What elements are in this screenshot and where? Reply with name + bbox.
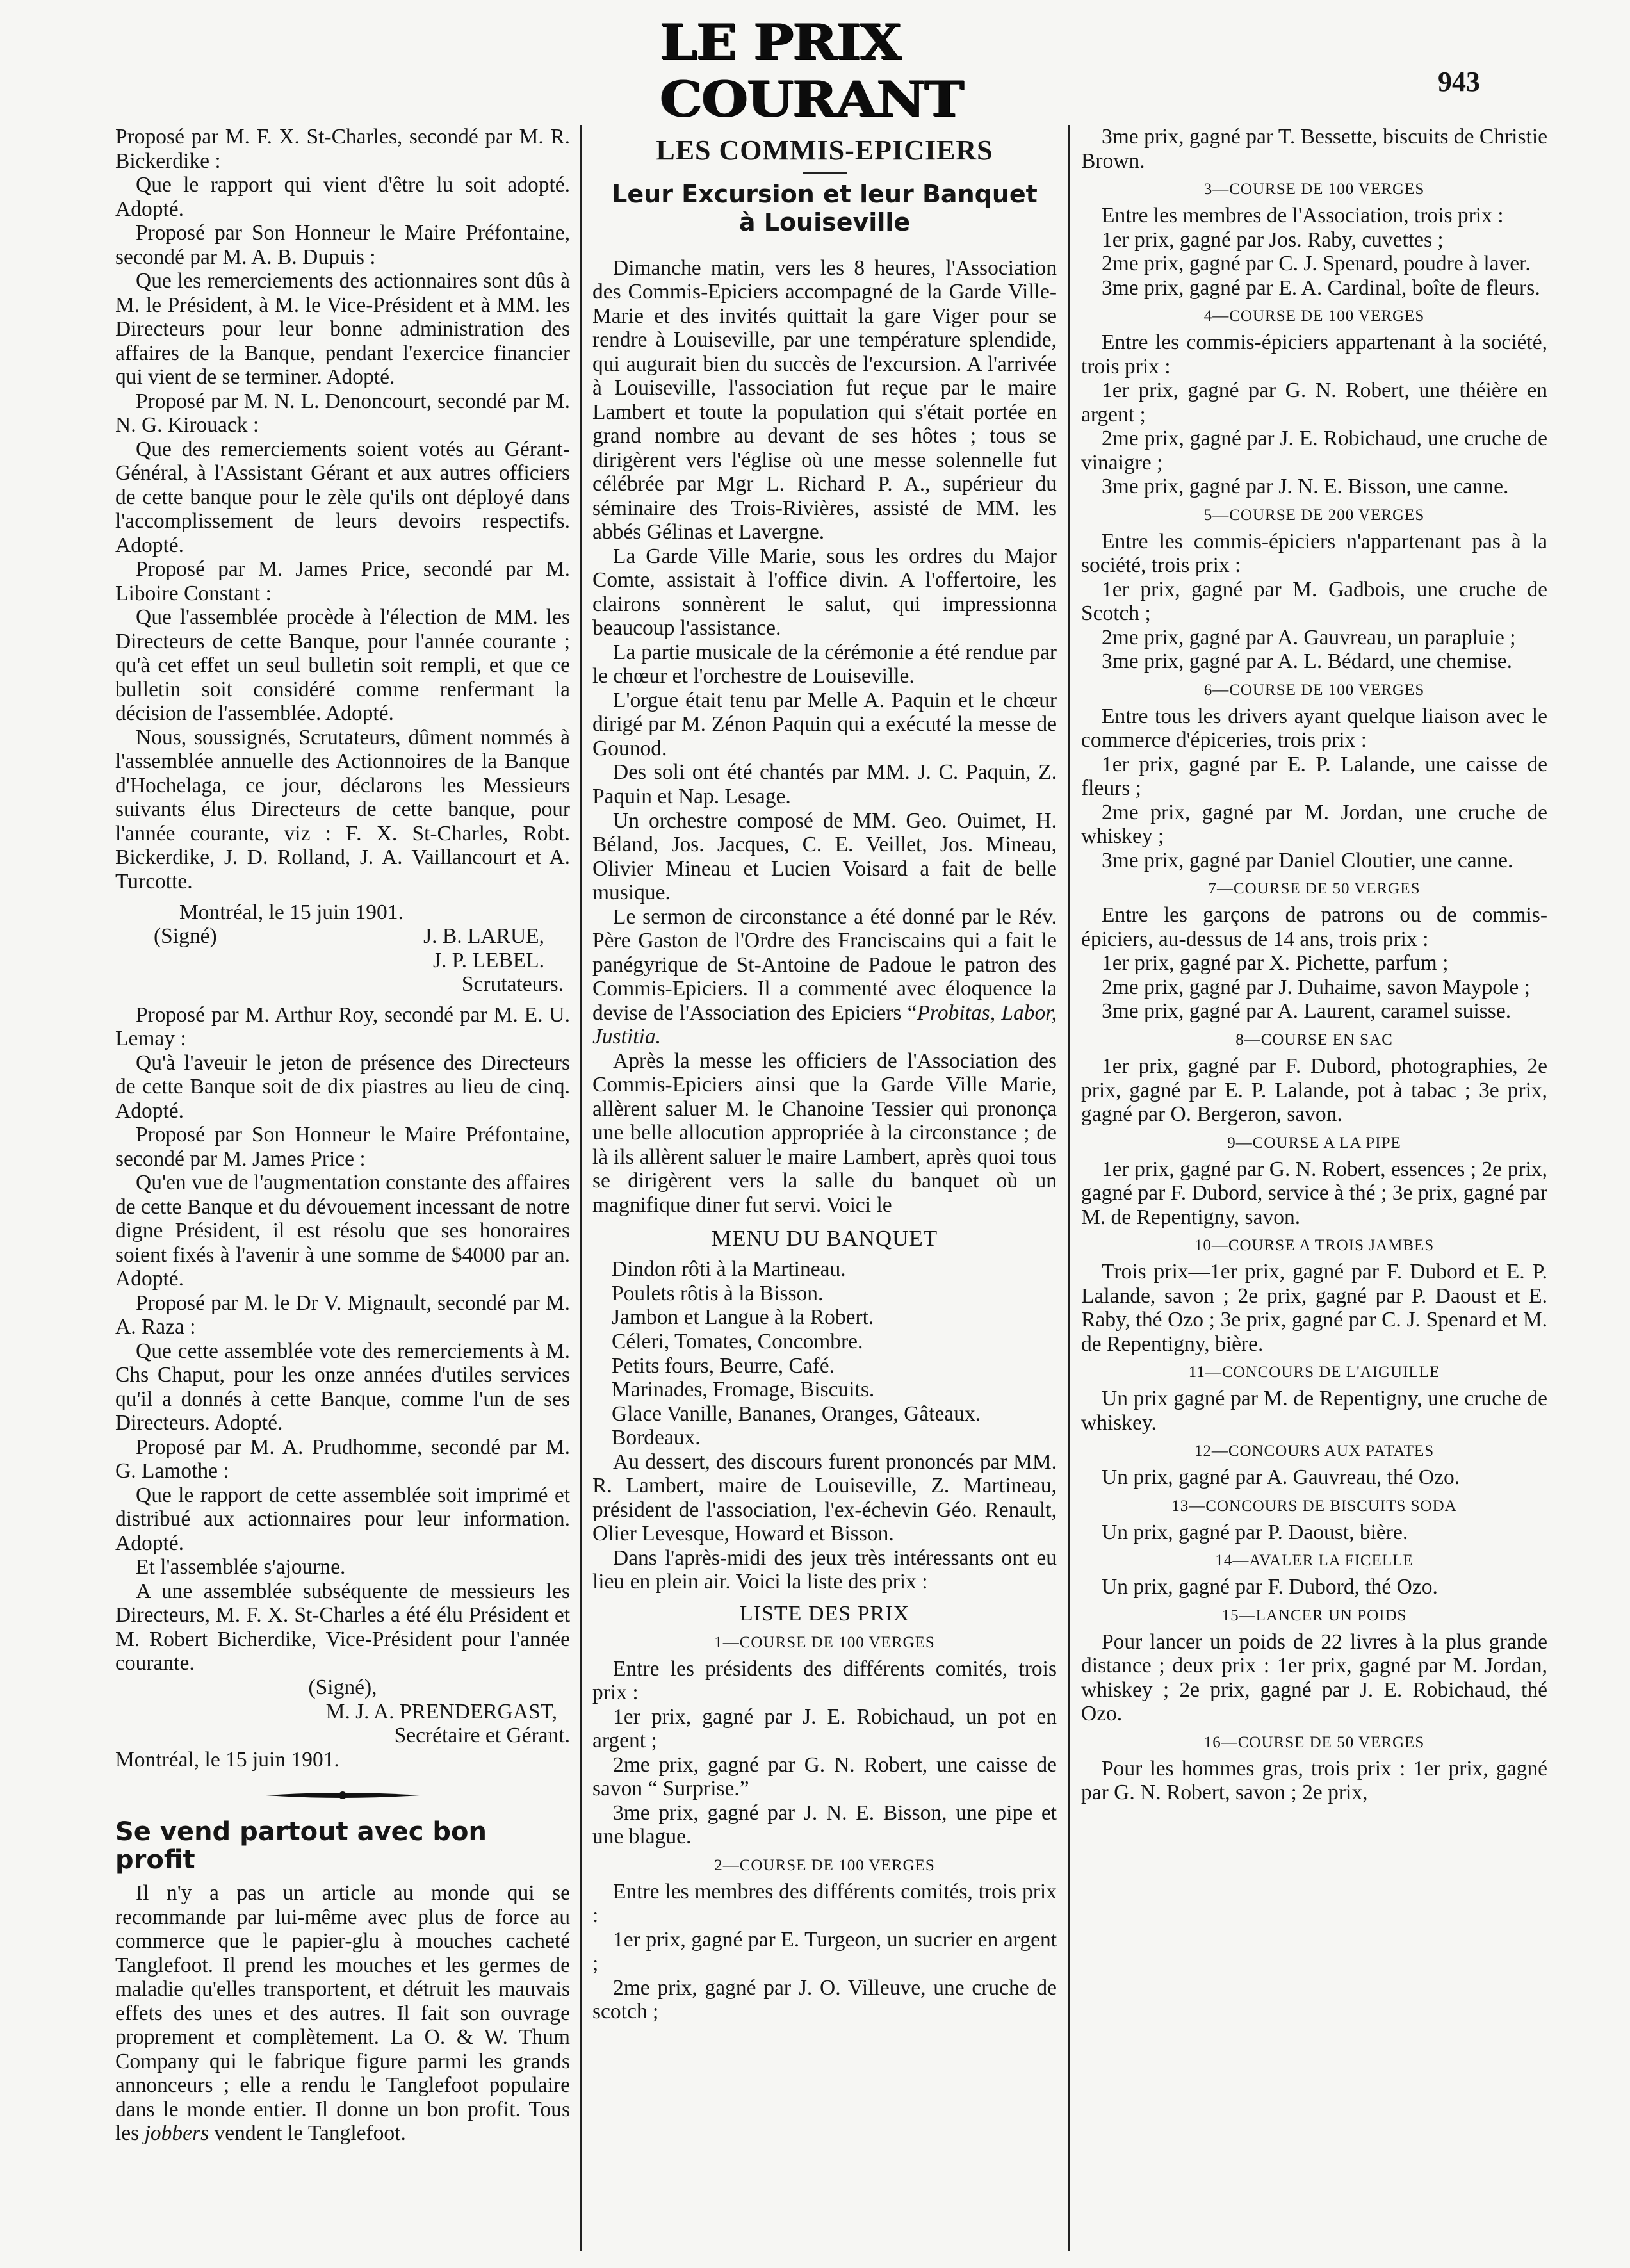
subtitle-line: Leur Excursion et leur Banquet <box>612 180 1038 209</box>
prize-line: 3me prix, gagné par A. L. Bédard, une chemise. <box>1102 649 1512 674</box>
prize-line: 3me prix, gagné par A. Laurent, caramel suisse. <box>1102 999 1512 1024</box>
paragraph: Entre tous les drivers ayant quelque liaison avec le commerce d'épiceries, trois prix : <box>1081 704 1547 753</box>
course-heading: 13—CONCOURS DE BISCUITS SODA <box>1171 1497 1457 1515</box>
course-heading: 16—COURSE DE 50 VERGES <box>1203 1733 1425 1751</box>
course-heading: 7—COURSE DE 50 VERGES <box>1208 880 1421 898</box>
paragraph: Qu'à l'aveuir le jeton de présence des Directeurs de cette Banque soit de dix piastres au lieu de cinq. Adopté. <box>115 1050 570 1123</box>
prize-line: 1er prix, gagné par G. N. Robert, une théière en argent ; <box>1081 379 1547 427</box>
paragraph: L'orgue était tenu par Melle A. Paquin et le chœur dirigé par M. Zénon Paquin qui a exécuté la messe de Gounod. <box>592 688 1057 760</box>
paragraph: La Garde Ville Marie, sous les ordres du Major Comte, assistait à l'office divin. A l'offertoire, les clairons sonnèrent le salut, qui impressionna beaucoup l'assistance. <box>592 544 1057 640</box>
prize-line: Un prix, gagné par F. Dubord, thé Ozo. <box>1102 1575 1438 1599</box>
menu-item: Céleri, Tomates, Concombre. <box>612 1330 863 1353</box>
signature-role: Scrutateurs. <box>461 972 564 997</box>
prize-line: 2me prix, gagné par A. Gauvreau, un parapluie ; <box>1102 625 1516 649</box>
article-title: LES COMMIS-EPICIERS <box>656 135 993 166</box>
paragraph <box>592 905 1057 1049</box>
signature-role: Secrétaire et Gérant. <box>394 1724 570 1748</box>
prize-line: 2me prix, gagné par J. Duhaime, savon Maypole ; <box>1102 975 1530 999</box>
paragraph: Entre les membres de l'Association, trois prix : <box>1102 204 1504 228</box>
paragraph: Proposé par M. N. L. Denoncourt, secondé par M. N. G. Kirouack : <box>115 389 570 437</box>
course-heading: 5—COURSE DE 200 VERGES <box>1203 506 1425 524</box>
masthead-logo <box>660 13 980 128</box>
paragraph: Que l'assemblée procède à l'élection de MM. les Directeurs de cette Banque, pour l'année courante ; qu'à cet effet un seul bulletin soit rempli, et que ce bulletin soit considéré comme renfermant la décision de l'assemblée. Adopté. <box>115 605 570 726</box>
course-heading: 2—COURSE DE 100 VERGES <box>714 1856 935 1874</box>
paragraph: Au dessert, des discours furent prononcés par MM. R. Lambert, maire de Louiseville, Z. Martineau, président de l'association, l'ex-échevin Géo. Renault, Olier Levesque, Howard et Bisson. <box>592 1449 1057 1546</box>
paragraph: Proposé par Son Honneur le Maire Préfontaine, secondé par M. James Price : <box>115 1123 570 1171</box>
prize-line: 2me prix, gagné par J. E. Robichaud, une cruche de vinaigre ; <box>1081 427 1547 475</box>
prize-line: 3me prix, gagné par Daniel Cloutier, une canne. <box>1102 848 1513 872</box>
paragraph: Proposé par Son Honneur le Maire Préfontaine, secondé par M. A. B. Dupuis : <box>115 221 570 269</box>
menu-item: Poulets rôtis à la Bisson. <box>612 1281 824 1305</box>
course-heading: 12—CONCOURS AUX PATATES <box>1194 1442 1435 1460</box>
paragraph: Que les remerciements des actionnaires sont dûs à M. le Président, à M. le Vice-Président et à MM. les Directeurs pour leur bonne administration des affaires de la Banque, pendant l'exercice financier qui vient de se terminer. Adopté. <box>115 269 570 389</box>
paragraph: Que le rapport de cette assemblée soit imprimé et distribué aux actionnaires pour leur information. Adopté. <box>115 1483 570 1555</box>
paragraph: Des soli ont été chantés par MM. J. C. Paquin, Z. Paquin et Nap. Lesage. <box>592 760 1057 808</box>
menu-item: Dindon rôti à la Martineau. <box>612 1257 846 1282</box>
ad-text <box>115 1881 570 2146</box>
paragraph: Proposé par M. le Dr V. Mignault, secondé par M. A. Raza : <box>115 1291 570 1339</box>
prize-line: 3me prix, gagné par T. Bessette, biscuits de Christie Brown. <box>1081 125 1547 173</box>
title-rule <box>803 172 847 174</box>
prize-list-title: LISTE DES PRIX <box>739 1601 910 1626</box>
column-rule-left <box>580 125 582 2251</box>
paragraph: Et l'assemblée s'ajourne. <box>136 1555 346 1579</box>
prize-line: 2me prix, gagné par G. N. Robert, une caisse de savon “ Surprise.” <box>592 1752 1057 1801</box>
prize-line: 1er prix, gagné par F. Dubord, photographies, 2e prix, gagné par E. P. Lalande, pot à tabac ; 3e prix, gagné par O. Bergeron, savon. <box>1081 1054 1547 1127</box>
paragraph: Entre les présidents des différents comités, trois prix : <box>592 1656 1057 1705</box>
ad-text-end: vendent le Tanglefoot. <box>214 2121 406 2146</box>
signature-name: J. P. LEBEL. <box>432 948 544 972</box>
masthead-title: LE PRIX COURANT <box>660 13 963 128</box>
prize-line: 2me prix, gagné par C. J. Spenard, poudre à laver. <box>1102 252 1531 276</box>
paragraph: Proposé par M. F. X. St-Charles, secondé par M. R. Bickerdike : <box>115 125 570 173</box>
paragraph: La partie musicale de la cérémonie a été rendue par le chœur et l'orchestre de Louiseville. <box>592 640 1057 689</box>
course-heading: 8—COURSE EN SAC <box>1235 1031 1393 1048</box>
paragraph: Un orchestre composé de MM. Geo. Ouimet, H. Béland, Jos. Jacques, C. E. Veillet, Jos. Mineau, Olivier Mineau et Lucien Voisard a fait de belle musique. <box>592 808 1057 905</box>
prize-line: 3me prix, gagné par E. A. Cardinal, boîte de fleurs. <box>1102 275 1540 300</box>
menu-item: Glace Vanille, Bananes, Oranges, Gâteaux. <box>612 1401 981 1426</box>
paragraph: Proposé par M. James Price, secondé par M. Liboire Constant : <box>115 557 570 605</box>
prize-line: Un prix, gagné par P. Daoust, bière. <box>1102 1520 1408 1544</box>
menu-title: MENU DU BANQUET <box>711 1226 938 1252</box>
prize-line: 1er prix, gagné par M. Gadbois, une cruche de Scotch ; <box>1081 577 1547 626</box>
prize-line: Trois prix—1er prix, gagné par F. Dubord et E. P. Lalande, savon ; 2e prix, gagné par P. Daoust et E. Raby, thé Ozo ; 3e prix, gagné par C. J. Spenard et M. de Repentigny, bière. <box>1081 1260 1547 1356</box>
paragraph: Entre les garçons de patrons ou de commis-épiciers, au-dessus de 14 ans, trois prix : <box>1081 903 1547 951</box>
prize-line: Pour les hommes gras, trois prix : 1er prix, gagné par G. N. Robert, savon ; 2e prix, <box>1081 1756 1547 1805</box>
ad-title: Se vend partout avec bon profit <box>115 1816 487 1875</box>
paragraph: Entre les commis-épiciers appartenant à la société, trois prix : <box>1081 330 1547 379</box>
prize-line: 1er prix, gagné par Jos. Raby, cuvettes ; <box>1102 227 1444 252</box>
page-number: 943 <box>1438 66 1480 97</box>
signed-label: (Signé) <box>154 924 217 949</box>
signature-name: M. J. A. PRENDERGAST, <box>325 1699 557 1724</box>
menu-item: Marinades, Fromage, Biscuits. <box>612 1378 875 1402</box>
menu-list <box>592 1257 1057 1449</box>
ornament-divider <box>115 1783 570 1807</box>
paragraph: Proposé par M. Arthur Roy, secondé par M. E. U. Lemay : <box>115 1002 570 1051</box>
prize-line: 1er prix, gagné par X. Pichette, parfum ; <box>1102 951 1449 975</box>
paragraph: Nous, soussignés, Scrutateurs, dûment nommés à l'assemblée annuelle des Actionnoires de la Banque d'Hochelaga, ce jour, déclarons les Messieurs suivants élus Directeurs de cette banque, pour l'année courante, viz : F. X. St-Charles, Robt. Bickerdike, J. D. Rolland, J. A. Vaillancourt et A. Turcotte. <box>115 725 570 893</box>
paragraph: Qu'en vue de l'augmentation constante des affaires de cette Banque et du dévouement incessant de notre digne Président, il est résolu que ses honoraires soient fixés à l'avenir à une somme de $4000 par an. Adopté. <box>115 1171 570 1291</box>
prize-line: 2me prix, gagné par M. Jordan, une cruche de whiskey ; <box>1081 800 1547 849</box>
course-heading: 15—LANCER UN POIDS <box>1221 1606 1407 1624</box>
course-heading: 10—COURSE A TROIS JAMBES <box>1194 1237 1435 1255</box>
ad-text-body: Il n'y a pas un article au monde qui se recommande par lui-même avec plus de force au commerce que le papier-glu à mouches cacheté Tanglefoot. Il prend les mouches et les germes de maladie qu'elles transportent, et détruit les mauvais effets des unes et des autres. Il fait son ouvrage proprement et complètement. La O. & W. Thum Company qui le fabrique figure parmi les grands annonceurs ; elle a rendu le Tanglefoot populaire dans le monde entier. Il donne un bon profit. Tous les <box>115 1881 570 2146</box>
menu-item: Jambon et Langue à la Robert. <box>612 1305 874 1330</box>
prize-line: 1er prix, gagné par E. Turgeon, un sucrier en argent ; <box>592 1927 1057 1976</box>
signature-name: J. B. LARUE, <box>423 924 544 949</box>
paragraph: Que cette assemblée vote des remerciements à M. Chs Chaput, pour les onze années d'utiles services qu'il a donnés à cette Banque, comme l'un de ses Directeurs. Adopté. <box>115 1339 570 1435</box>
prize-line: 1er prix, gagné par G. N. Robert, essences ; 2e prix, gagné par F. Dubord, service à thé ; 3e prix, gagné par M. de Repentigny, savon. <box>1081 1157 1547 1229</box>
prize-line: 1er prix, gagné par J. E. Robichaud, un pot en argent ; <box>592 1704 1057 1753</box>
prize-line: Pour lancer un poids de 22 livres à la plus grande distance ; deux prix : 1er prix, gagné par M. Jordan, whiskey ; 2e prix, gagné par J. E. Robichaud, thé Ozo. <box>1081 1629 1547 1726</box>
course-heading: 3—COURSE DE 100 VERGES <box>1203 181 1425 199</box>
paragraph: Dans l'après-midi des jeux très intéressants ont eu lieu en plein air. Voici la liste des prix : <box>592 1546 1057 1594</box>
column-bank-minutes <box>115 125 570 2258</box>
paragraph-text: Le sermon de circonstance a été donné par le Rév. Père Gaston de l'Ordre des Franciscains qui a fait le panégyrique de St-Antoine de Padoue le patron des Commis-Epiciers. Il a commenté avec éloquence la devise de l'Association des Epiciers “ <box>592 904 1057 1025</box>
ad-text-italic: jobbers <box>144 2121 209 2146</box>
date-line: Montréal, le 15 juin 1901. <box>115 1747 339 1772</box>
column-excursion-article <box>592 125 1057 2258</box>
paragraph: Proposé par M. A. Prudhomme, secondé par M. G. Lamothe : <box>115 1435 570 1483</box>
paragraph: Entre les membres des différents comités, trois prix : <box>592 1879 1057 1928</box>
paragraph: Que des remerciements soient votés au Gérant-Général, à l'Assistant Gérant et aux autres officiers de cette banque pour le zèle qu'ils ont déployé dans l'accomplissement de leurs devoirs respectifs. Adopté. <box>115 437 570 557</box>
article-subtitle <box>592 181 1057 236</box>
course-heading: 1—COURSE DE 100 VERGES <box>714 1633 935 1651</box>
paragraph: A une assemblée subséquente de messieurs les Directeurs, M. F. X. St-Charles a été élu Président et M. Robert Bicherdike, Vice-Président pour l'année courante. <box>115 1579 570 1676</box>
prize-line: 1er prix, gagné par E. P. Lalande, une caisse de fleurs ; <box>1081 752 1547 801</box>
prize-line: 3me prix, gagné par J. N. E. Bisson, une canne. <box>1102 475 1509 499</box>
subtitle-line: à Louiseville <box>738 208 911 236</box>
motto: Probitas, Labor, Justitia. <box>592 1000 1057 1049</box>
date-line: Montréal, le 15 juin 1901. <box>179 900 403 924</box>
prize-line: 2me prix, gagné par J. O. Villeuve, une cruche de scotch ; <box>592 1975 1057 2024</box>
prize-line: Un prix, gagné par A. Gauvreau, thé Ozo. <box>1102 1465 1460 1490</box>
course-heading: 14—AVALER LA FICELLE <box>1215 1552 1414 1570</box>
paragraph: Que le rapport qui vient d'être lu soit adopté. Adopté. <box>115 173 570 221</box>
prize-line: 3me prix, gagné par J. N. E. Bisson, une pipe et une blague. <box>592 1800 1057 1849</box>
course-heading: 11—CONCOURS DE L'AIGUILLE <box>1188 1364 1440 1382</box>
column-prize-list <box>1081 125 1547 2258</box>
ornament-rule-icon <box>259 1789 426 1802</box>
course-heading: 4—COURSE DE 100 VERGES <box>1203 307 1425 325</box>
prize-line: Un prix gagné par M. de Repentigny, une cruche de whiskey. <box>1081 1387 1547 1435</box>
course-heading: 6—COURSE DE 100 VERGES <box>1203 681 1425 699</box>
signed-label: (Signé), <box>308 1676 377 1699</box>
paragraph: Après la messe les officiers de l'Association des Commis-Epiciers ainsi que la Garde Ville Marie, allèrent saluer M. le Chanoine Tessier qui prononça une belle allocution appropriée à la circonstance ; de là ils allèrent saluer le maire Lambert, après quoi tous se dirigèrent vers la salle du banquet où un magnifique diner fut servi. Voici le <box>592 1048 1057 1217</box>
column-rule-right <box>1068 125 1070 2251</box>
paragraph: Dimanche matin, vers les 8 heures, l'Association des Commis-Epiciers accompagné de la Garde Ville-Marie et des invités quittait la gare Viger pour se rendre à Louiseville, par une température splendide, qui augurait bien du succès de l'excursion. A l'arrivée à Louiseville, l'association fut reçue par le maire Lambert et toute la population qui s'était portée en grand nombre au devant de ses hôtes ; tous se dirigèrent vers l'église où une messe solennelle fut célébrée par Mgr L. Richard P. A., supérieur du séminaire des Trois-Rivières, assisté de MM. les abbés Gélinas et Lavergne. <box>592 256 1057 544</box>
paragraph: Entre les commis-épiciers n'appartenant pas à la société, trois prix : <box>1081 529 1547 578</box>
menu-item: Petits fours, Beurre, Café. <box>612 1353 835 1378</box>
course-heading: 9—COURSE A LA PIPE <box>1227 1134 1401 1152</box>
menu-item: Bordeaux. <box>612 1426 701 1450</box>
